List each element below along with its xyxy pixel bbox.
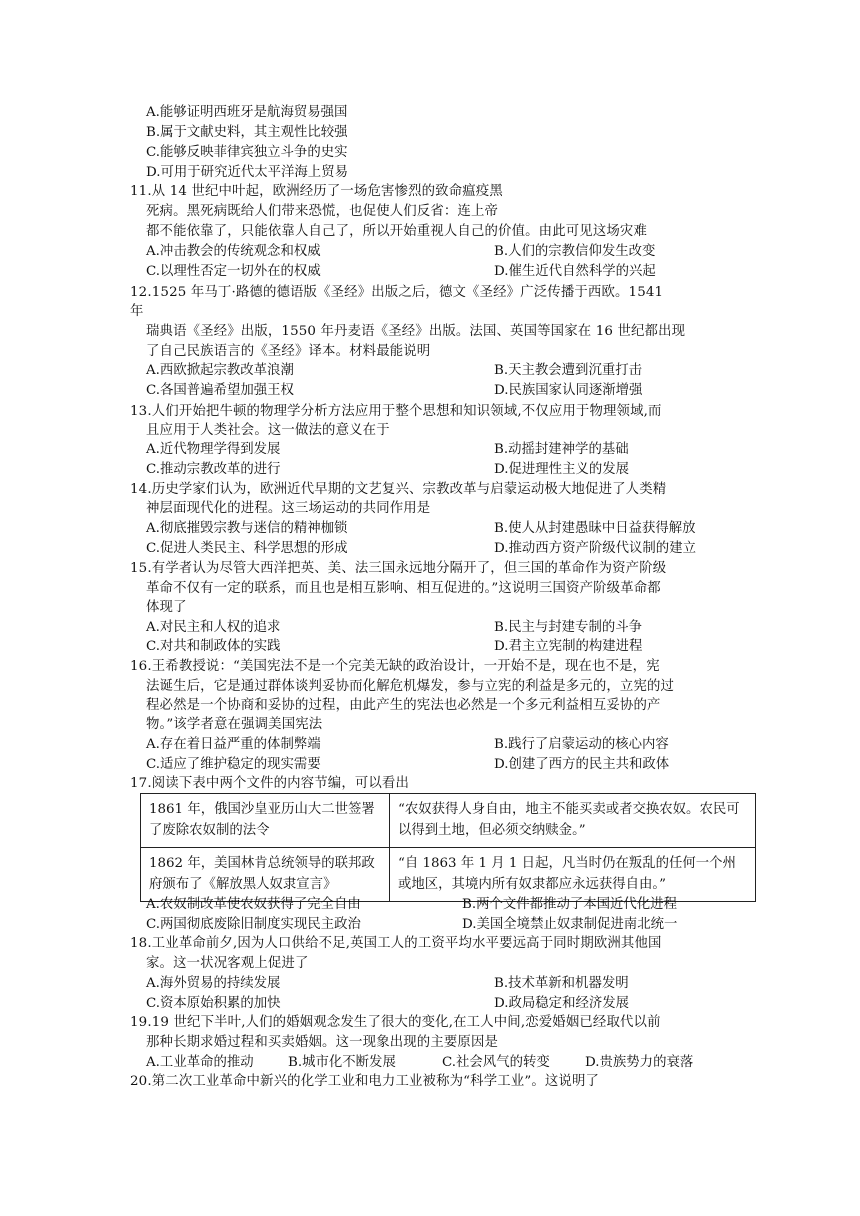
q16-option-a[interactable]: A.存在着日益严重的体制弊端 [146,737,321,752]
q16-stem-line-4: 物。”该学者意在强调美国宪法 [146,717,323,732]
q18-option-c[interactable]: C.资本原始积累的加快 [146,996,281,1011]
q13-option-d[interactable]: D.促进理性主义的发展 [494,462,630,477]
q12-option-a[interactable]: A.西欧掀起宗教改革浪潮 [146,363,294,378]
q15-stem-line-2: 革命不仅有一定的联系，而且也是相互影响、相互促进的。”这说明三国资产阶级革命都 [146,581,661,596]
q17-stem: 17.阅读下表中两个文件的内容节编，可以看出 [130,776,410,791]
q12-option-d[interactable]: D.民族国家认同逐渐增强 [494,383,643,398]
table-row [141,848,756,902]
q18-stem-line-2: 家。这一状况客观上促进了 [146,956,309,971]
q12-stem-line-2: 年 [130,304,144,319]
q15-option-b[interactable]: B.民主与封建专制的斗争 [494,620,643,635]
q11-stem-line-1: 11.从 14 世纪中叶起，欧洲经历了一场危害惨烈的致命瘟疫黑 [130,184,503,199]
q17-option-d[interactable]: D.美国全境禁止奴隶制促进南北统一 [462,917,678,932]
q18-option-d[interactable]: D.政局稳定和经济发展 [494,996,630,1011]
table-row [141,794,756,848]
q13-option-b[interactable]: B.动摇封建神学的基础 [494,442,629,457]
q16-option-b[interactable]: B.践行了启蒙运动的核心内容 [494,737,669,752]
q13-option-a[interactable]: A.近代物理学得到发展 [146,442,281,457]
table-cell: 1861 年，俄国沙皇亚历山大二世签署了废除农奴制的法令 [141,794,390,848]
q18-option-a[interactable]: A.海外贸易的持续发展 [146,976,281,991]
q15-option-d[interactable]: D.君主立宪制的构建进程 [494,639,643,654]
q17-option-c[interactable]: C.两国彻底废除旧制度实现民主政治 [146,917,361,932]
q14-option-b[interactable]: B.使人从封建愚昧中日益获得解放 [494,521,696,536]
q13-stem-line-2: 且应用于人类社会。这一做法的意义在于 [146,423,390,438]
q11-stem-line-2: 死病。黑死病既给人们带来恐慌，也促使人们反省：连上帝 [146,204,499,219]
q10-option-d[interactable]: D.可用于研究近代太平洋海上贸易 [146,165,348,180]
q17-document-table [140,793,756,902]
q11-stem-line-3: 都不能依靠了，只能依靠人自己了，所以开始重视人自己的价值。由此可见这场灾难 [146,224,648,239]
q12-stem-line-1: 12.1525 年马丁·路德的德语版《圣经》出版之后，德文《圣经》广泛传播于西欧。1541 [130,285,664,300]
q19-option-c[interactable]: C.社会风气的转变 [442,1055,550,1070]
q11-option-b[interactable]: B.人们的宗教信仰发生改变 [494,244,656,259]
q16-stem-line-1: 16.王希教授说：“美国宪法不是一个完美无缺的政治设计，一开始不是，现在也不是，宪 [130,659,660,674]
q14-stem-line-1: 14.历史学家们认为，欧洲近代早期的文艺复兴、宗教改革与启蒙运动极大地促进了人类精 [130,482,667,497]
q16-stem-line-3: 程必然是一个协商和妥协的过程，由此产生的宪法也必然是一个多元利益相互妥协的产 [146,698,661,713]
q10-option-a[interactable]: A.能够证明西班牙是航海贸易强国 [146,105,348,120]
table-cell: “农奴获得人身自由，地主不能买卖或者交换农奴。农民可以得到土地，但必须交纳赎金。” [390,794,756,848]
q19-option-a[interactable]: A.工业革命的推动 [146,1055,254,1070]
q12-option-b[interactable]: B.天主教会遭到沉重打击 [494,363,643,378]
q11-option-d[interactable]: D.催生近代自然科学的兴起 [494,264,656,279]
q19-stem-line-2: 那种长期求婚过程和买卖婚姻。这一现象出现的主要原因是 [146,1035,499,1050]
table-cell: “自 1863 年 1 月 1 日起，凡当时仍在叛乱的任何一个州或地区，其境内所有奴隶都应永远获得自由。” [390,848,756,902]
q18-option-b[interactable]: B.技术革新和机器发明 [494,976,629,991]
q12-option-c[interactable]: C.各国普遍希望加强王权 [146,383,294,398]
q19-option-b[interactable]: B.城市化不断发展 [288,1055,396,1070]
q12-stem-line-4: 了自己民族语言的《圣经》译本。材料最能说明 [146,344,431,359]
q11-option-a[interactable]: A.冲击教会的传统观念和权威 [146,244,321,259]
q14-option-c[interactable]: C.促进人类民主、科学思想的形成 [146,541,348,556]
q13-option-c[interactable]: C.推动宗教改革的进行 [146,462,281,477]
q11-option-c[interactable]: C.以理性否定一切外在的权威 [146,264,321,279]
q15-stem-line-3: 体现了 [146,600,187,615]
table-cell: 1862 年，美国林肯总统领导的联邦政府颁布了《解放黑人奴隶宣言》 [141,848,390,902]
q16-stem-line-2: 法诞生后，它是通过群体谈判妥协而化解危机爆发，参与立宪的利益是多元的，立宪的过 [146,679,675,694]
q10-option-c[interactable]: C.能够反映菲律宾独立斗争的史实 [146,145,348,160]
q19-stem-line-1: 19.19 世纪下半叶,人们的婚姻观念发生了很大的变化,在工人中间,恋爱婚姻已经取代以前 [130,1015,661,1030]
q19-option-d[interactable]: D.贵族势力的衰落 [585,1055,694,1070]
q14-stem-line-2: 神层面现代化的进程。这三场运动的共同作用是 [146,501,431,516]
q13-stem-line-1: 13.人们开始把牛顿的物理学分析方法应用于整个思想和知识领域,不仅应用于物理领域,而 [130,404,662,419]
q14-option-d[interactable]: D.推动西方资产阶级代议制的建立 [494,541,696,556]
q16-option-d[interactable]: D.创建了西方的民主共和政体 [494,757,670,772]
q16-option-c[interactable]: C.适应了维护稳定的现实需要 [146,757,321,772]
q17-option-b[interactable]: B.两个文件都推动了本国近代化进程 [462,897,677,912]
q20-stem: 20.第二次工业革命中新兴的化学工业和电力工业被称为“科学工业”。这说明了 [130,1074,600,1089]
q18-stem-line-1: 18.工业革命前夕,因为人口供给不足,英国工人的工资平均水平要远高于同时期欧洲其他国 [130,936,662,951]
q15-option-c[interactable]: C.对共和制政体的实践 [146,639,281,654]
q17-option-a[interactable]: A.农奴制改革使农奴获得了完全自由 [146,897,361,912]
q14-option-a[interactable]: A.彻底摧毁宗教与迷信的精神枷锁 [146,521,348,536]
q10-option-b[interactable]: B.属于文献史料，其主观性比较强 [146,125,348,140]
q12-stem-line-3: 瑞典语《圣经》出版，1550 年丹麦语《圣经》出版。法国、英国等国家在 16 世纪都出现 [146,324,686,339]
q15-option-a[interactable]: A.对民主和人权的追求 [146,620,281,635]
q15-stem-line-1: 15.有学者认为尽管大西洋把英、美、法三国永远地分隔开了，但三国的革命作为资产阶级 [130,561,667,576]
